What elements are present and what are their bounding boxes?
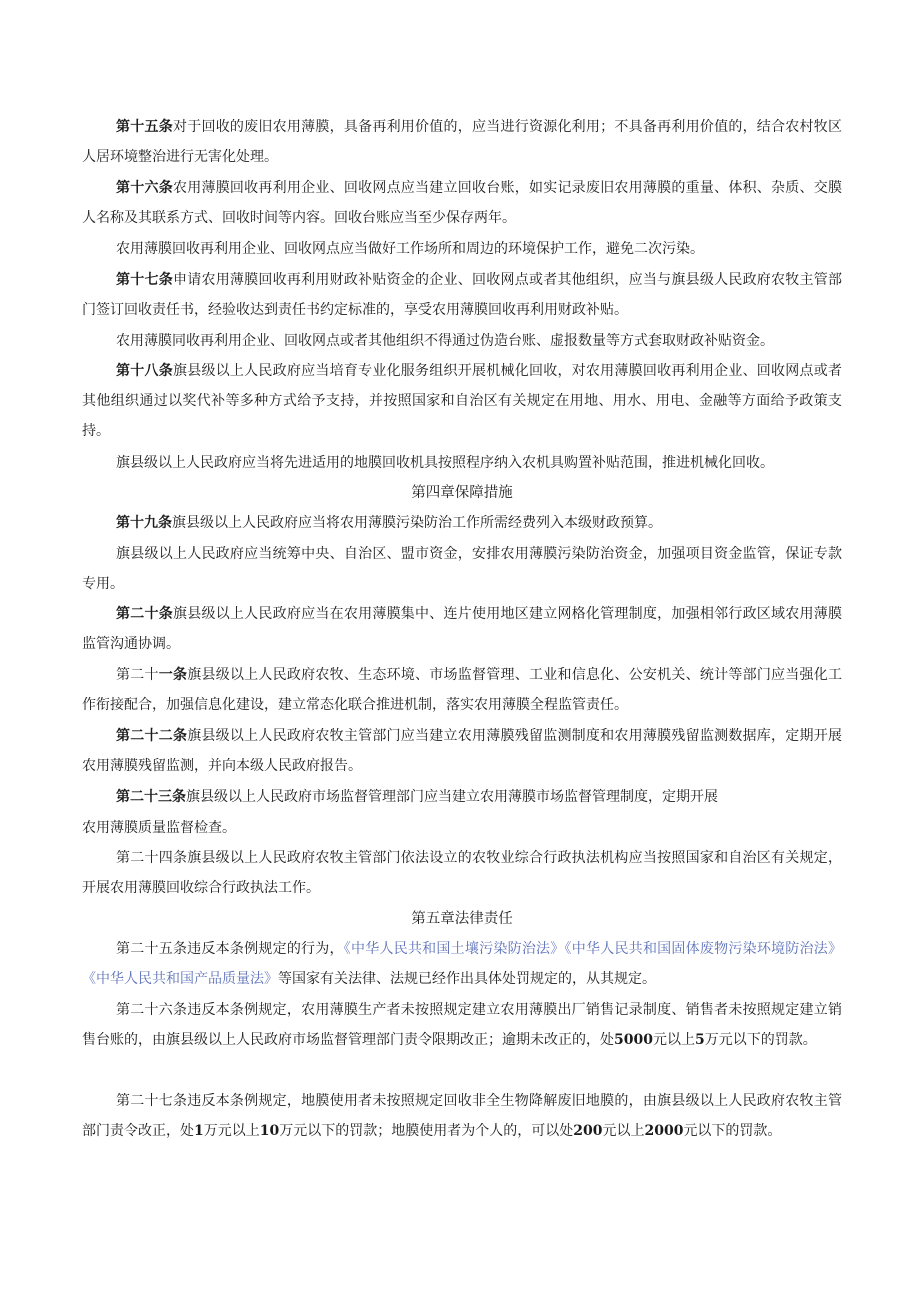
article-23-continued (82, 813, 842, 843)
article-19-para-2 (82, 539, 842, 599)
article-21 (82, 660, 842, 720)
chapter-4-heading: 第四章保障措施 (411, 485, 513, 501)
article-17-para-2 (82, 326, 842, 356)
paragraph-text: 农用薄膜质量监督检查。 (82, 820, 236, 836)
article-label: 第十五条 (116, 119, 173, 135)
article-label: 第十六条 (116, 180, 173, 196)
article-16-para-2 (82, 234, 842, 264)
article-22 (82, 721, 842, 781)
article-label: 第二十 (116, 667, 159, 683)
paragraph-text: 旗县级以上人民政府应当将先进适用的地膜回收机具按照程序纳入农机具购置补贴范围，推进机械化回收。 (116, 455, 774, 471)
article-26: 第二十六条违反本条例规定，农用薄膜生产者未按照规定建立农用薄膜出厂销售记录制度、销售者未按照规定建立销售台账的，由旗县级以上人民政府市场监督管理部门责令限期改正；逾期未改正的，处5000元以上5万元以下的罚款。 (82, 1002, 842, 1048)
article-text: 农用薄膜回收再利用企业、回收网点应当建立回收台账，如实记录废旧农用薄膜的重量、体积、杂质、交膜人名称及其联系方式、回收时间等内容。回收台账应当至少保存两年。 (82, 180, 843, 226)
article-text: 旗县级以上人民政府农牧主管部门应当建立农用薄膜残留监测制度和农用薄膜残留监测数据库，定期开展农用薄膜残留监测，并向本级人民政府报告。 (82, 728, 843, 774)
article-label-bold: 一条 (158, 667, 188, 683)
article-18-para-2 (82, 448, 842, 478)
article-24 (82, 843, 842, 903)
article-16 (82, 173, 842, 233)
article-25: 第二十五条违反本条例规定的行为，《中华人民共和国土壤污染防治法》《中华人民共和国固体废物污染环境防治法》《中华人民共和国产品质量法》等国家有关法律、法规已经作出具体处罚规定的，从其规定。 (82, 941, 842, 987)
article-text: 第二十四条旗县级以上人民政府农牧主管部门依法设立的农牧业综合行政执法机构应当按照国家和自治区有关规定，开展农用薄膜回收综合行政执法工作。 (82, 850, 842, 896)
law-references[interactable]: 《中华人民共和国土壤污染防治法》《中华人民共和国固体废物污染环境防治法》《中华人民共和国产品质量法》 (82, 941, 842, 987)
article-label: 第二十三条 (116, 789, 186, 805)
paragraph-text: 农用薄膜回收再利用企业、回收网点应当做好工作场所和周边的环境保护工作，避免二次污染。 (116, 241, 704, 257)
article-label: 第十八条 (116, 363, 173, 379)
article-text: 旗县级以上人民政府农牧、生态环境、市场监督管理、工业和信息化、公安机关、统计等部门应当强化工作衔接配合，加强信息化建设，建立常态化联合推进机制，落实农用薄膜全程监管责任。 (82, 667, 843, 713)
article-27: 第二十七条违反本条例规定，地膜使用者未按照规定回收非全生物降解废旧地膜的，由旗县级以上人民政府农牧主管部门责令改正，处1万元以上10万元以下的罚款；地膜使用者为个人的，可以处200元以上2000元以下的罚款。 (82, 1093, 842, 1139)
article-15 (82, 112, 842, 172)
article-18 (82, 356, 842, 446)
chapter-5-heading: 第五章法律责任 (411, 911, 513, 927)
article-label: 第十九条 (116, 515, 172, 531)
article-23 (82, 782, 842, 812)
article-label: 第十七条 (116, 272, 173, 288)
paragraph-text: 旗县级以上人民政府应当统筹中央、自治区、盟市资金，安排农用薄膜污染防治资金，加强项目资金监管，保证专款专用。 (82, 546, 842, 592)
article-text: 旗县级以上人民政府应当将农用薄膜污染防治工作所需经费列入本级财政预算。 (172, 515, 662, 531)
article-19 (82, 508, 842, 538)
article-text: 申请农用薄膜回收再利用财政补贴资金的企业、回收网点或者其他组织，应当与旗县级人民政府农牧主管部门签订回收责任书，经验收达到责任书约定标准的，享受农用薄膜回收再利用财政补贴。 (82, 272, 843, 318)
article-20 (82, 599, 842, 659)
article-text: 对于回收的废旧农用薄膜，具备再利用价值的，应当进行资源化利用；不具备再利用价值的，结合农村牧区人居环境整治进行无害化处理。 (82, 119, 843, 165)
article-text: 旗县级以上人民政府市场监督管理部门应当建立农用薄膜市场监督管理制度，定期开展 (186, 789, 718, 805)
article-text: 旗县级以上人民政府应当在农用薄膜集中、连片使用地区建立网格化管理制度，加强相邻行政区域农用薄膜监管沟通协调。 (82, 606, 843, 652)
article-17 (82, 265, 842, 325)
article-label: 第二十条 (116, 606, 173, 622)
paragraph-text: 农用薄膜同收再利用企业、回收网点或者其他组织不得通过伪造台账、虚报数量等方式套取财政补贴资金。 (116, 333, 774, 349)
article-label: 第二十二条 (116, 728, 188, 744)
article-text: 旗县级以上人民政府应当培育专业化服务组织开展机械化回收，对农用薄膜回收再利用企业、回收网点或者其他组织通过以奖代补等多种方式给予支持，并按照国家和自治区有关规定在用地、用水、用电、金融等方面给予政策支持。 (82, 363, 843, 439)
